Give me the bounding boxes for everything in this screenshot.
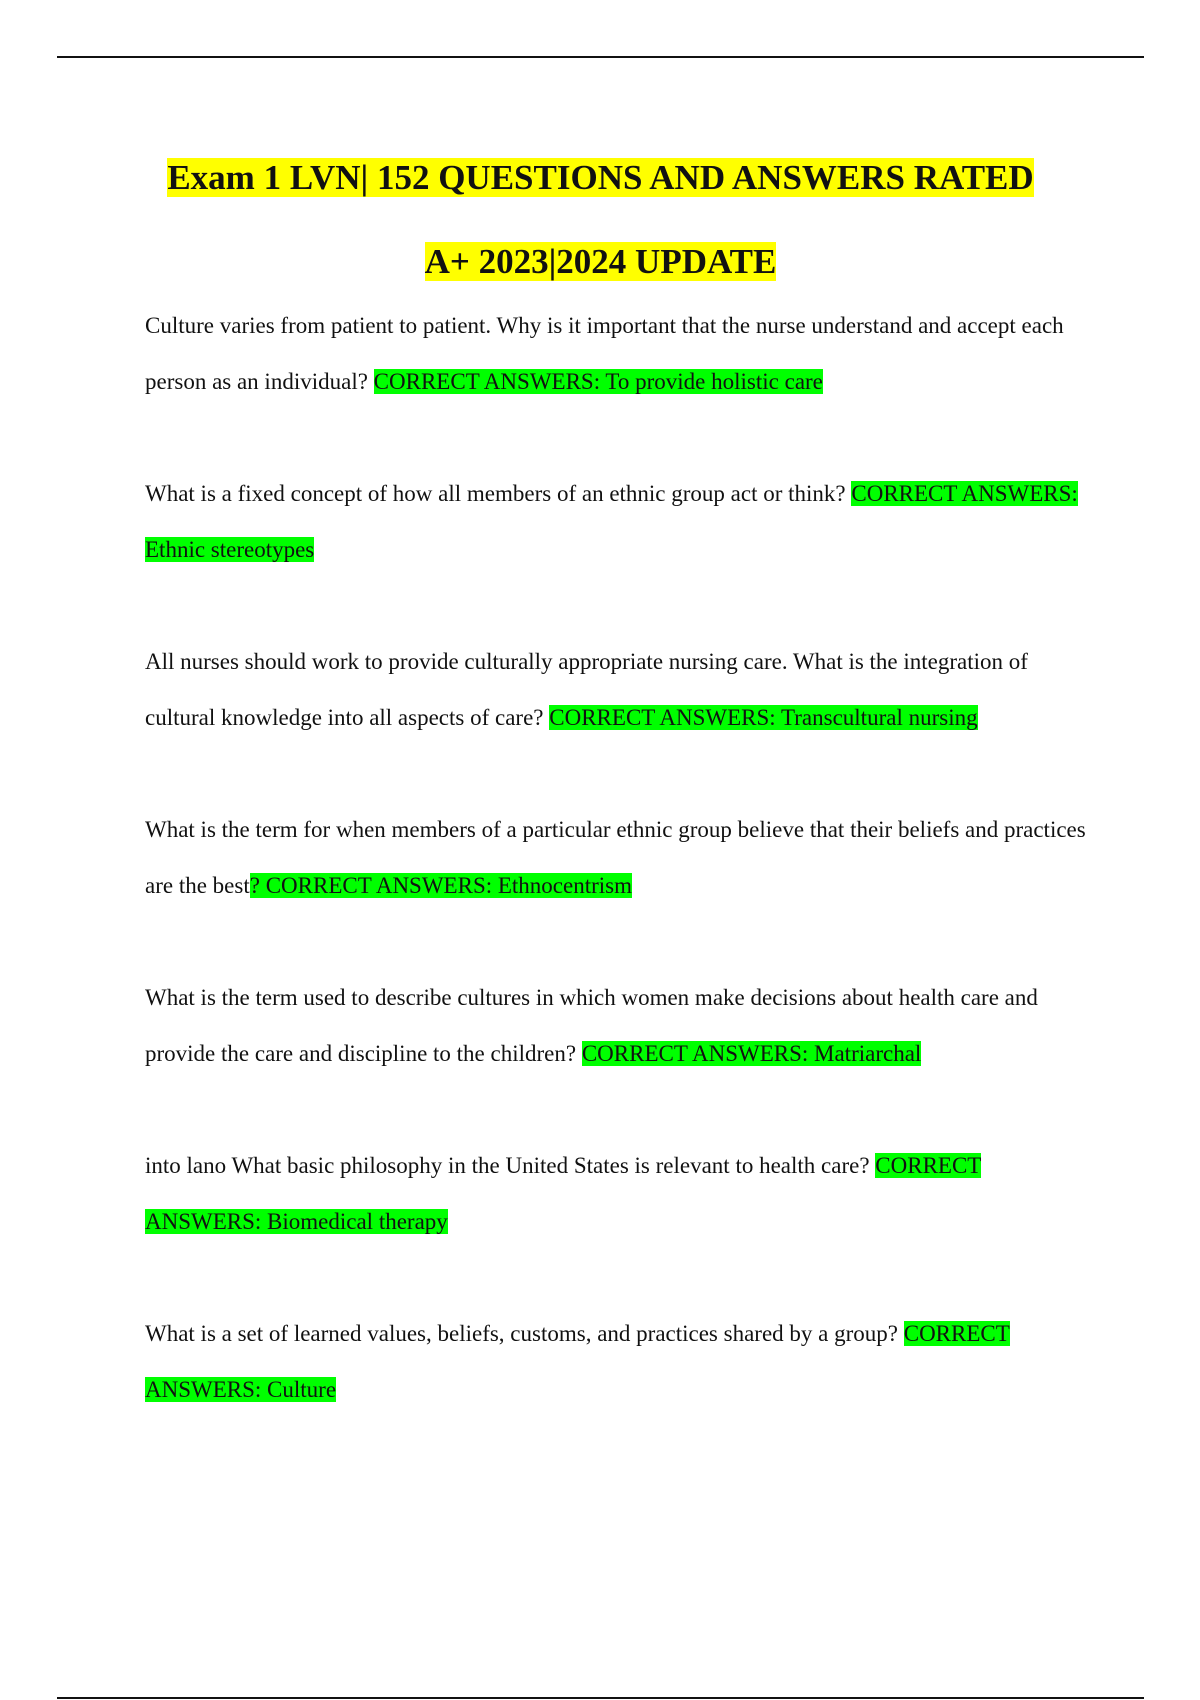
answer-text: CORRECT ANSWERS: Ethnic stereotypes: [145, 481, 1078, 562]
question-text: What is a fixed concept of how all members of an ethnic group act or think?: [145, 481, 852, 506]
answer-text: CORRECT ANSWERS: Transcultural nursing: [549, 705, 978, 730]
qa-list: [145, 298, 1095, 1474]
question-text: What is a set of learned values, beliefs, customs, and practices shared by a group?: [145, 1321, 904, 1346]
qa-item: [145, 970, 1095, 1082]
bottom-rule: [57, 1697, 1144, 1699]
qa-item: [145, 298, 1095, 410]
answer-text: ? CORRECT ANSWERS: Ethnocentrism: [249, 873, 633, 898]
question-text: Culture varies from patient to patient. Why is it important that the nurse understand and accept each person as an individual?: [145, 313, 1064, 394]
qa-item: [145, 466, 1095, 578]
qa-item: [145, 802, 1095, 914]
question-text: All nurses should work to provide culturally appropriate nursing care. What is the integration of cultural knowledge into all aspects of care?: [145, 649, 1028, 730]
answer-text: CORRECT ANSWERS: Biomedical therapy: [145, 1153, 982, 1234]
title-line-2: [57, 220, 1144, 304]
answer-text: CORRECT ANSWERS: To provide holistic care: [373, 369, 823, 394]
answer-text: CORRECT ANSWERS: Matriarchal: [581, 1041, 922, 1066]
top-rule: [57, 56, 1144, 58]
question-text: What is the term used to describe cultures in which women make decisions about health care and provide the care and discipline to the children?: [145, 985, 1038, 1066]
qa-item: [145, 1138, 1095, 1250]
title-line-1: [57, 136, 1144, 220]
answer-text: CORRECT ANSWERS: Culture: [145, 1321, 1010, 1402]
question-text: into lano What basic philosophy in the United States is relevant to health care?: [145, 1153, 876, 1178]
qa-item: [145, 1306, 1095, 1418]
document-title: [57, 136, 1144, 304]
question-text: What is the term for when members of a particular ethnic group believe that their beliefs and practices are the best: [145, 817, 1086, 898]
title-line-2-text: A+ 2023|2024 UPDATE: [424, 242, 777, 281]
qa-item: [145, 634, 1095, 746]
title-line-1-text: Exam 1 LVN| 152 QUESTIONS AND ANSWERS RATED: [167, 158, 1034, 197]
